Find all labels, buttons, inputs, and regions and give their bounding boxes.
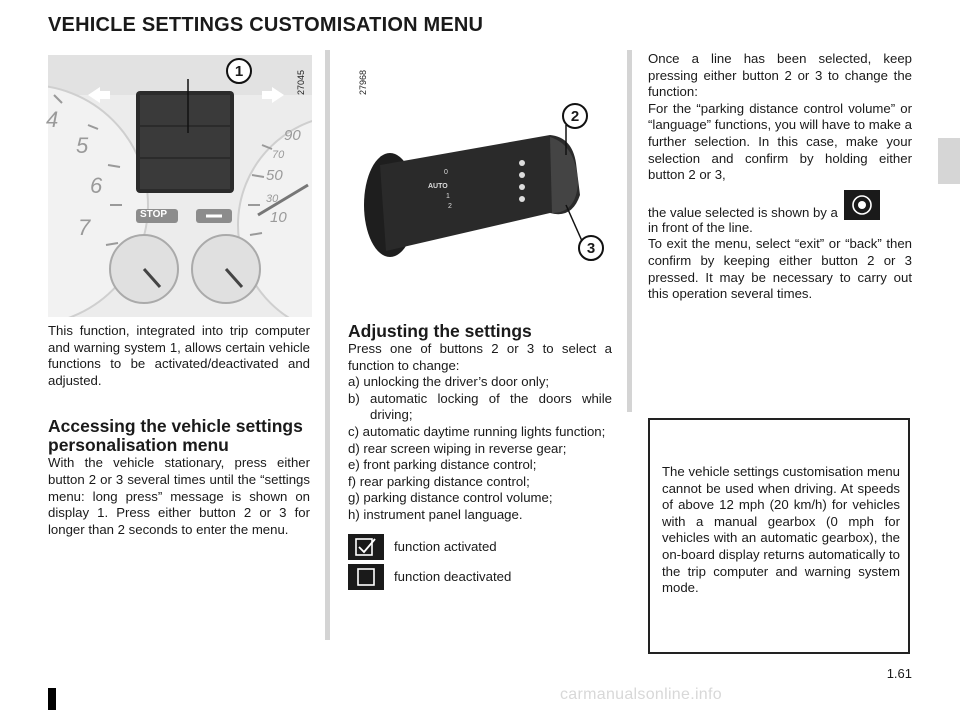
chapter-tab	[938, 138, 960, 184]
selection-marker-icon	[844, 190, 880, 220]
page-number: 1.61	[886, 666, 912, 681]
list-item: d) rear screen wiping in reverse gear;	[348, 440, 567, 456]
deactivated-label: function deactivated	[394, 569, 512, 585]
list-item: c) automatic daytime running lights function;	[348, 423, 606, 439]
column-left	[48, 323, 310, 538]
list-item: a) unlocking the driver’s door only;	[348, 374, 550, 390]
column-divider-left	[325, 50, 330, 640]
col3-paragraph-3: the value selected is shown by a	[648, 204, 838, 220]
activated-label: function activated	[394, 539, 497, 555]
intro-paragraph: This function, integrated into trip computer and warning system 1, allows certain vehicle functions to be activated/deactivated and adjusted.	[48, 323, 310, 388]
list-item: e) front parking distance control;	[348, 457, 537, 473]
stalk-label-auto: AUTO	[428, 183, 448, 190]
stalk-label-0: 0	[444, 169, 448, 176]
function-list	[348, 374, 612, 523]
speed-number: 30	[266, 193, 279, 205]
note-text: The vehicle settings customisation menu cannot be used when driving. At speeds of above 12 mph (20 km/h) for vehicles with a manual gearbox (0 mph for vehicles with an automatic gearbox), the on-board display returns automatically to the trip computer and warning system mode.	[662, 464, 900, 596]
list-item: g) parking distance control volume;	[348, 490, 553, 506]
col3-paragraph-1: Once a line has been selected, keep pressing either button 2 or 3 to change the function:	[648, 51, 912, 100]
wiper-stalk-illustration	[350, 55, 612, 317]
rpm-number: 5	[76, 133, 89, 158]
speed-number: 90	[284, 127, 301, 144]
stalk-figure	[350, 55, 612, 317]
adjusting-intro: Press one of buttons 2 or 3 to select a function to change:	[348, 341, 612, 373]
instrument-panel-illustration	[48, 55, 312, 317]
list-item: h) instrument panel language.	[348, 506, 523, 522]
rpm-number: 4	[46, 107, 59, 132]
stalk-label-2: 2	[448, 203, 452, 210]
stalk-label-1: 1	[446, 193, 450, 200]
col3-paragraph-5: To exit the menu, select “exit” or “back” then confirm by keeping either button 2 or 3 pressed. It may be necessary to carry out this operation several times.	[648, 236, 912, 302]
column-right	[648, 51, 912, 303]
col3-paragraph-2: For the “parking distance control volume” or “language” functions, you will have to make a further selection. In this case, make your selection and confirm by holding either button 2 or 3,	[648, 100, 912, 183]
speed-number: 70	[272, 149, 285, 161]
page-title: VEHICLE SETTINGS CUSTOMISATION MENU	[48, 14, 484, 36]
accessing-heading: Accessing the vehicle settings personalisation menu	[48, 416, 303, 456]
empty-box-icon	[348, 564, 384, 590]
callout-2: 2	[562, 103, 588, 129]
accessing-body: With the vehicle stationary, press either button 2 or 3 several times until the “settings menu: long press” message is shown on display 1. Press either button 2 or 3 for longer than 2 seconds to enter the menu.	[48, 455, 310, 537]
list-item: b) automatic locking of the doors while driving;	[348, 390, 612, 423]
col3-paragraph-4: in front of the line.	[648, 219, 753, 235]
stop-badge-label: STOP	[140, 209, 168, 220]
callout-3: 3	[578, 235, 604, 261]
speed-number: 10	[270, 209, 287, 226]
dashboard-figure	[48, 55, 312, 317]
warning-note-box	[648, 418, 910, 654]
callout-1: 1	[226, 58, 252, 84]
column-divider-right	[627, 50, 632, 412]
adjusting-heading: Adjusting the settings	[348, 321, 532, 341]
checked-box-icon	[348, 534, 384, 560]
watermark: carmanualsonline.info	[560, 686, 722, 703]
speed-number: 50	[266, 167, 283, 184]
figure-code: 27968	[358, 69, 368, 95]
column-middle	[348, 322, 612, 590]
legend-activated	[348, 534, 612, 560]
rpm-number: 7	[78, 215, 91, 240]
chapter-marker	[48, 688, 56, 710]
list-item: f) rear parking distance control;	[348, 473, 530, 489]
legend-deactivated	[348, 564, 612, 590]
figure-code: 27045	[296, 69, 306, 95]
rpm-number: 6	[90, 173, 103, 198]
selection-marker-row	[648, 190, 912, 220]
